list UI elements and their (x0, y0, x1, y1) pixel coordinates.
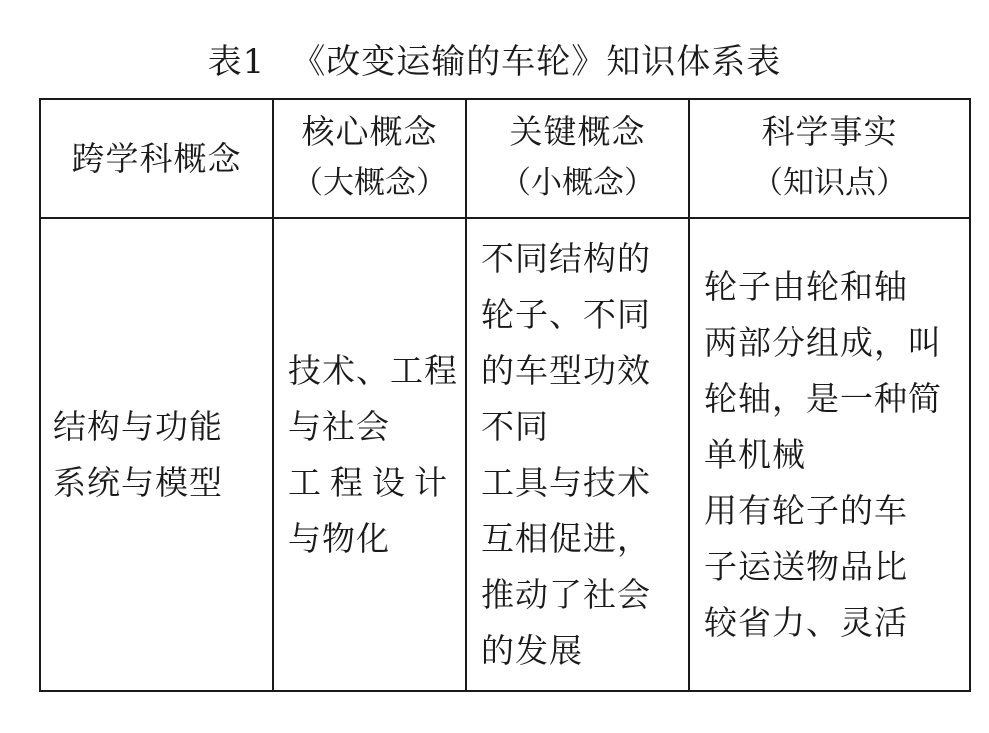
table-header-row (40, 99, 970, 218)
header-title: 跨学科概念 (71, 138, 242, 178)
table-title: 《改变运输的车轮》知识体系表 (291, 42, 782, 82)
cell-line: 轮轴，是一种简 (704, 378, 942, 418)
header-subtitle: （小概念） (500, 164, 655, 201)
scientific-fact-cell (689, 218, 970, 691)
knowledge-table (39, 98, 971, 692)
cell-line: 轮子、不同 (481, 294, 651, 334)
cell-line: 推动了社会 (481, 574, 651, 614)
header-subtitle: （大概念） (292, 164, 447, 201)
cell-line: 单机械 (704, 434, 806, 474)
key-concept-cell (466, 218, 689, 691)
cell-line: 较省力、灵活 (704, 602, 908, 642)
cell-line: 子运送物品比 (704, 546, 908, 586)
header-scientific-fact (689, 99, 970, 218)
core-concept-cell (273, 218, 466, 691)
header-title: 科学事实 (761, 111, 898, 151)
cell-line: 系统与模型 (53, 462, 223, 502)
header-key-concept (466, 99, 689, 218)
cell-line: 两部分组成，叫 (704, 322, 942, 362)
header-title: 核心概念 (301, 111, 438, 151)
cell-line: 不同 (481, 406, 549, 446)
cell-line: 用有轮子的车 (704, 490, 908, 530)
cell-line: 工程设计 (288, 462, 456, 502)
cell-line: 技术、工程 (288, 350, 458, 390)
table-caption (0, 38, 989, 86)
cell-line: 的车型功效 (481, 350, 651, 390)
header-title: 关键概念 (509, 111, 646, 151)
cell-line: 结构与功能 (53, 406, 223, 446)
cell-line: 不同结构的 (481, 238, 651, 278)
cell-line: 互相促进， (481, 518, 651, 558)
cell-line: 轮子由轮和轴 (704, 266, 908, 306)
table-number: 表1 (207, 42, 266, 82)
header-cross-concept (40, 99, 273, 218)
cell-line: 的发展 (481, 630, 583, 670)
table-row (40, 218, 970, 691)
cell-line: 工具与技术 (481, 462, 651, 502)
cell-line: 与社会 (288, 406, 390, 446)
header-subtitle: （知识点） (752, 164, 907, 201)
header-core-concept (273, 99, 466, 218)
cross-concept-cell (40, 218, 273, 691)
cell-line: 与物化 (288, 518, 390, 558)
